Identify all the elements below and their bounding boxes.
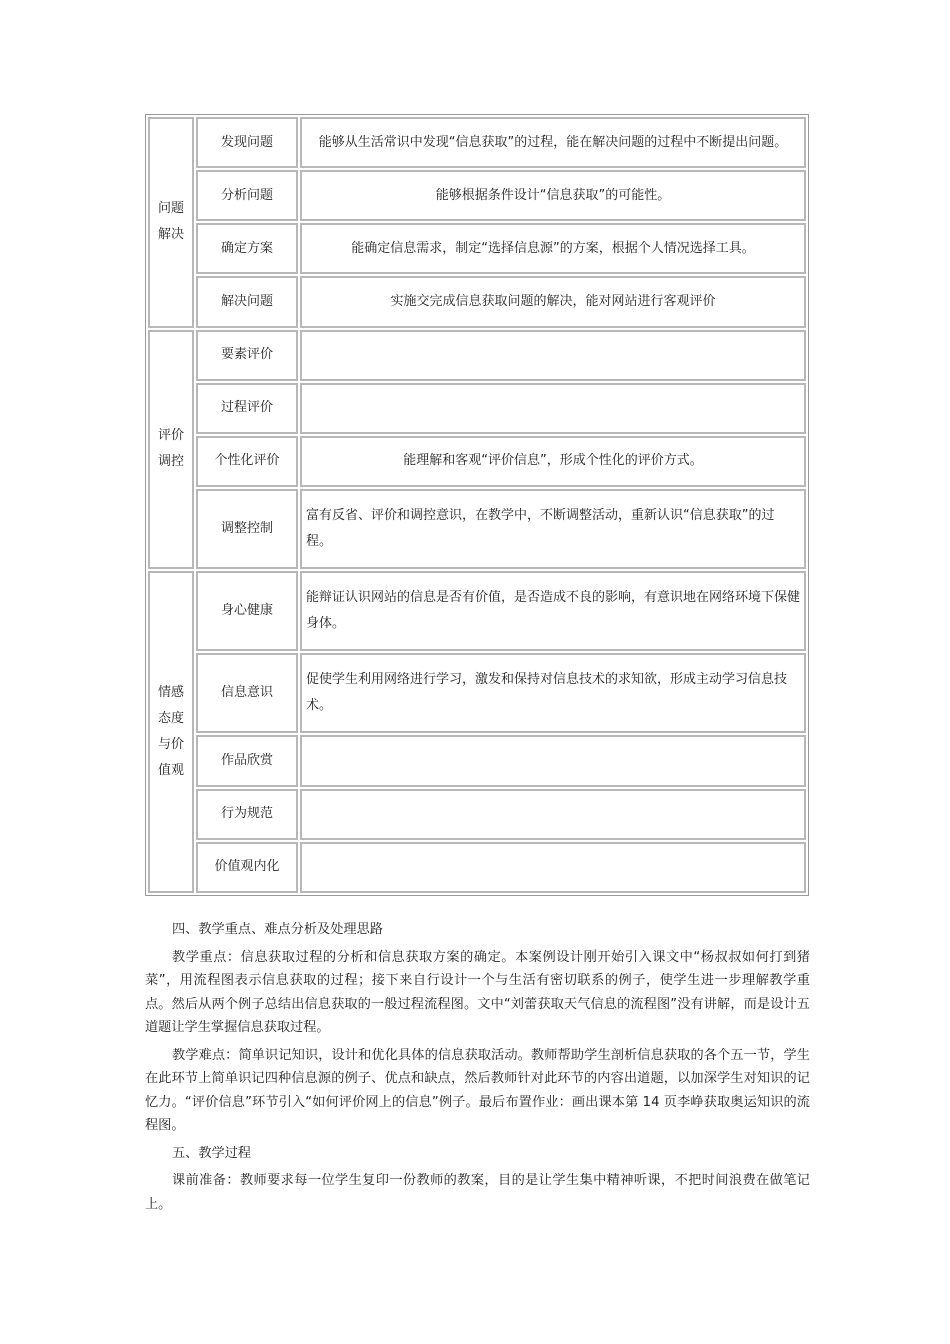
item-cell: 作品欣赏 — [196, 735, 298, 786]
item-cell: 确定方案 — [196, 223, 298, 274]
description-cell: 能确定信息需求，制定“选择信息源”的方案，根据个人情况选择工具。 — [300, 223, 806, 274]
item-cell: 价值观内化 — [196, 842, 298, 893]
table-row — [148, 223, 806, 274]
paragraph-teaching-focus: 教学重点：信息获取过程的分析和信息获取方案的确定。本案例设计刚开始引入课文中“杨叔叔如何打到猪菜”，用流程图表示信息获取的过程；接下来自行设计一个与生活有密切联系的例子，使学生进一步理解教学重点。然后从两个例子总结出信息获取的一般过程流程图。文中“刘蕾获取天气信息的流程图”没有讲解，而是设计五道题让学生掌握信息获取过程。 — [145, 949, 810, 1035]
description-cell: 促使学生利用网络进行学习，激发和保持对信息技术的求知欲，形成主动学习信息技术。 — [300, 653, 806, 733]
category-cell: 评价调控 — [148, 330, 194, 570]
table-row — [148, 383, 806, 434]
category-cell: 问题解决 — [148, 117, 194, 328]
table-row — [148, 789, 806, 840]
paragraph-preparation: 课前准备：教师要求每一位学生复印一份教师的教案，目的是让学生集中精神听课，不把时间浪费在做笔记上。 — [145, 1173, 810, 1212]
item-cell: 调整控制 — [196, 489, 298, 569]
description-cell: 实施交完成信息获取问题的解决，能对网站进行客观评价 — [300, 276, 806, 327]
section-heading: 五、教学过程 — [172, 1145, 252, 1161]
table-row — [148, 170, 806, 221]
description-cell: 能理解和客观“评价信息”，形成个性化的评价方式。 — [300, 436, 806, 487]
description-cell: 富有反省、评价和调控意识，在教学中，不断调整活动，重新认识“信息获取”的过程。 — [300, 489, 806, 569]
table-row — [148, 735, 806, 786]
item-cell: 身心健康 — [196, 571, 298, 651]
item-cell: 解决问题 — [196, 276, 298, 327]
table-row — [148, 276, 806, 327]
description-cell: 能辩证认识网站的信息是否有价值，是否造成不良的影响，有意识地在网络环境下保健身体。 — [300, 571, 806, 651]
category-cell: 情感态度与价值观 — [148, 571, 194, 893]
description-cell — [300, 383, 806, 434]
table-row — [148, 489, 806, 569]
table-row — [148, 117, 806, 168]
item-cell: 发现问题 — [196, 117, 298, 168]
table-row — [148, 436, 806, 487]
section-heading: 四、教学重点、难点分析及处理思路 — [172, 922, 383, 937]
item-cell: 分析问题 — [196, 170, 298, 221]
table-row — [148, 653, 806, 733]
table-row — [148, 330, 806, 381]
document-body — [145, 918, 810, 1220]
item-cell: 要素评价 — [196, 330, 298, 381]
description-cell — [300, 735, 806, 786]
item-cell: 个性化评价 — [196, 436, 298, 487]
description-cell — [300, 789, 806, 840]
item-cell: 过程评价 — [196, 383, 298, 434]
description-cell — [300, 842, 806, 893]
table-row — [148, 571, 806, 651]
description-cell — [300, 330, 806, 381]
item-cell: 信息意识 — [196, 653, 298, 733]
paragraph-teaching-difficulty: 教学难点：简单识记知识，设计和优化具体的信息获取活动。教师帮助学生剖析信息获取的各个五一节，学生在此环节上简单识记四种信息源的例子、优点和缺点，然后教师针对此环节的内容出道题，以加深学生对知识的记忆力。“评价信息”环节引入“如何评价网上的信息”例子。最后布置作业：画出课本第 14 页李峥获取奥运知识的流程图。 — [145, 1047, 810, 1133]
item-cell: 行为规范 — [196, 789, 298, 840]
description-cell: 能够根据条件设计“信息获取”的可能性。 — [300, 170, 806, 221]
evaluation-table — [146, 115, 808, 895]
table-row — [148, 842, 806, 893]
description-cell: 能够从生活常识中发现“信息获取”的过程，能在解决问题的过程中不断提出问题。 — [300, 117, 806, 168]
evaluation-table-frame — [145, 114, 809, 896]
